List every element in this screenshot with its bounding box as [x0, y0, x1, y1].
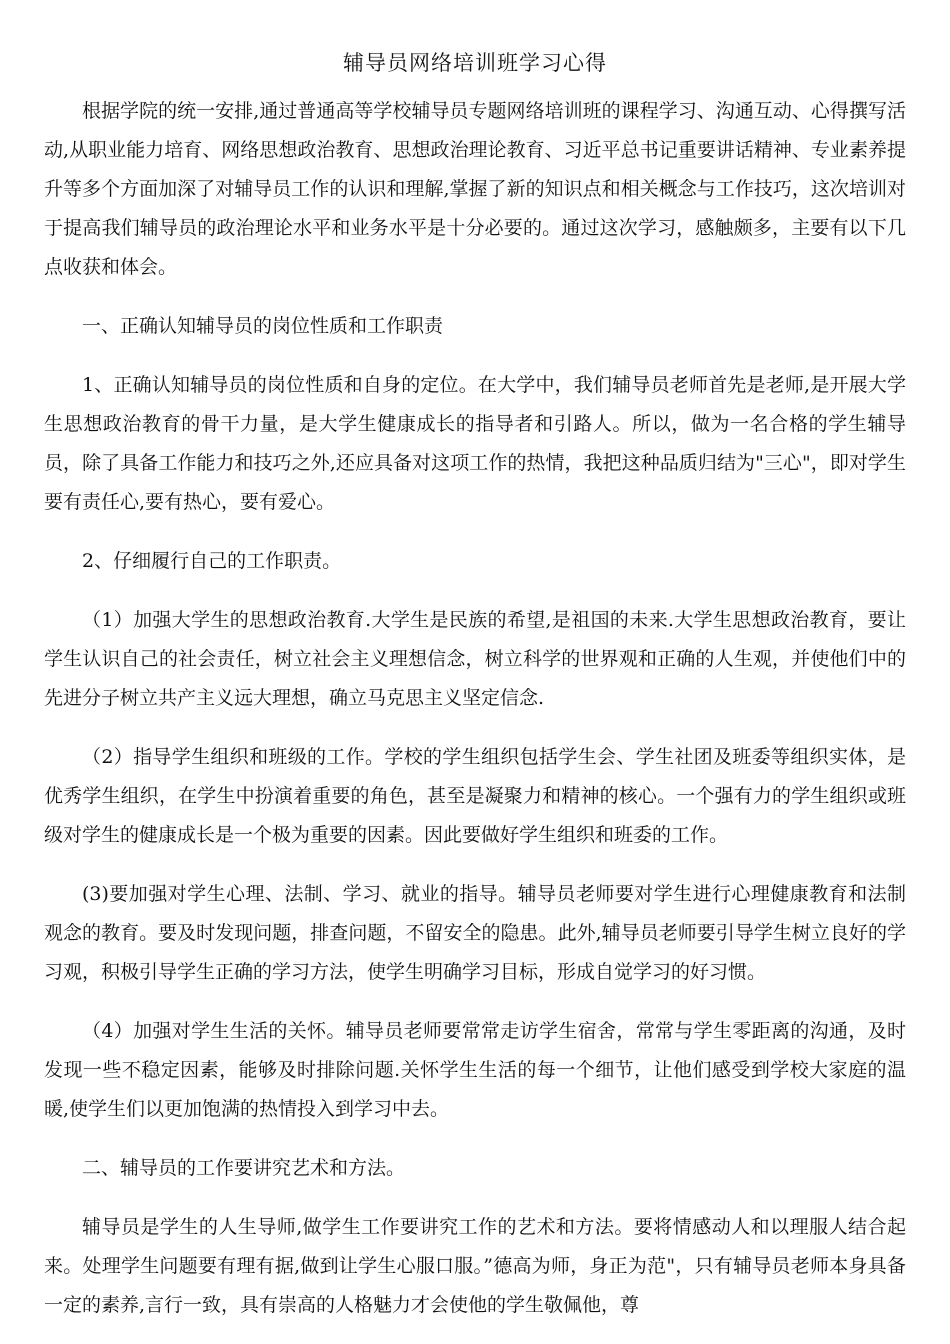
- paragraph-duty-3: (3)要加强对学生心理、法制、学习、就业的指导。辅导员老师要对学生进行心理健康教育和法制观念的教育。要及时发现问题，排查问题，不留安全的隐患。此外,辅导员老师要引导学生树立良好的学习观，积极引导学生正确的学习方法，使学生明确学习目标，形成自觉学习的好习惯。: [44, 883, 906, 983]
- paragraph-duty-4: （4）加强对学生生活的关怀。辅导员老师要常常走访学生宿舍，常常与学生零距离的沟通，及时发现一些不稳定因素，能够及时排除问题.关怀学生生活的每一个细节，让他们感受到学校大家庭的温暖,使学生们以更加饱满的热情投入到学习中去。: [44, 1020, 906, 1120]
- section-heading-1: 一、正确认知辅导员的岗位性质和工作职责: [82, 315, 444, 337]
- paragraph-duty-2: （2）指导学生组织和班级的工作。学校的学生组织包括学生会、学生社团及班委等组织实体，是优秀学生组织，在学生中扮演着重要的角色，甚至是凝聚力和精神的核心。一个强有力的学生组织或班级对学生的健康成长是一个极为重要的因素。因此要做好学生组织和班委的工作。: [44, 746, 906, 846]
- intro-paragraph: 根据学院的统一安排,通过普通高等学校辅导员专题网络培训班的课程学习、沟通互动、心得撰写活动,从职业能力培育、网络思想政治教育、思想政治理论教育、习近平总书记重要讲话精神、专业素养提升等多个方面加深了对辅导员工作的认识和理解,掌握了新的知识点和相关概念与工作技巧，这次培训对于提高我们辅导员的政治理论水平和业务水平是十分必要的。通过这次学习，感触颇多，主要有以下几点收获和体会。: [44, 100, 906, 278]
- document-title: 辅导员网络培训班学习心得: [343, 51, 607, 75]
- paragraph-duty-1: （1）加强大学生的思想政治教育.大学生是民族的希望,是祖国的未来.大学生思想政治教育，要让学生认识自己的社会责任，树立社会主义理想信念，树立科学的世界观和正确的人生观，并使他们中的先进分子树立共产主义远大理想，确立马克思主义坚定信念.: [44, 609, 906, 709]
- paragraph-positioning: 1、正确认知辅导员的岗位性质和自身的定位。在大学中，我们辅导员老师首先是老师,是开展大学生思想政治教育的骨干力量，是大学生健康成长的指导者和引路人。所以，做为一名合格的学生辅导员，除了具备工作能力和技巧之外,还应具备对这项工作的热情，我把这种品质归结为"三心"，即对学生要有责任心,要有热心，要有爱心。: [44, 374, 906, 513]
- paragraph-duties-heading: 2、仔细履行自己的工作职责。: [82, 550, 342, 572]
- paragraph-art-and-method: 辅导员是学生的人生导师,做学生工作要讲究工作的艺术和方法。要将情感动人和以理服人结合起来。处理学生问题要有理有据,做到让学生心服口服。”德高为师，身正为范"，只有辅导员老师本身具备一定的素养,言行一致，具有崇高的人格魅力才会使他的学生敬佩他，尊: [44, 1216, 906, 1316]
- section-heading-2: 二、辅导员的工作要讲究艺术和方法。: [82, 1157, 406, 1179]
